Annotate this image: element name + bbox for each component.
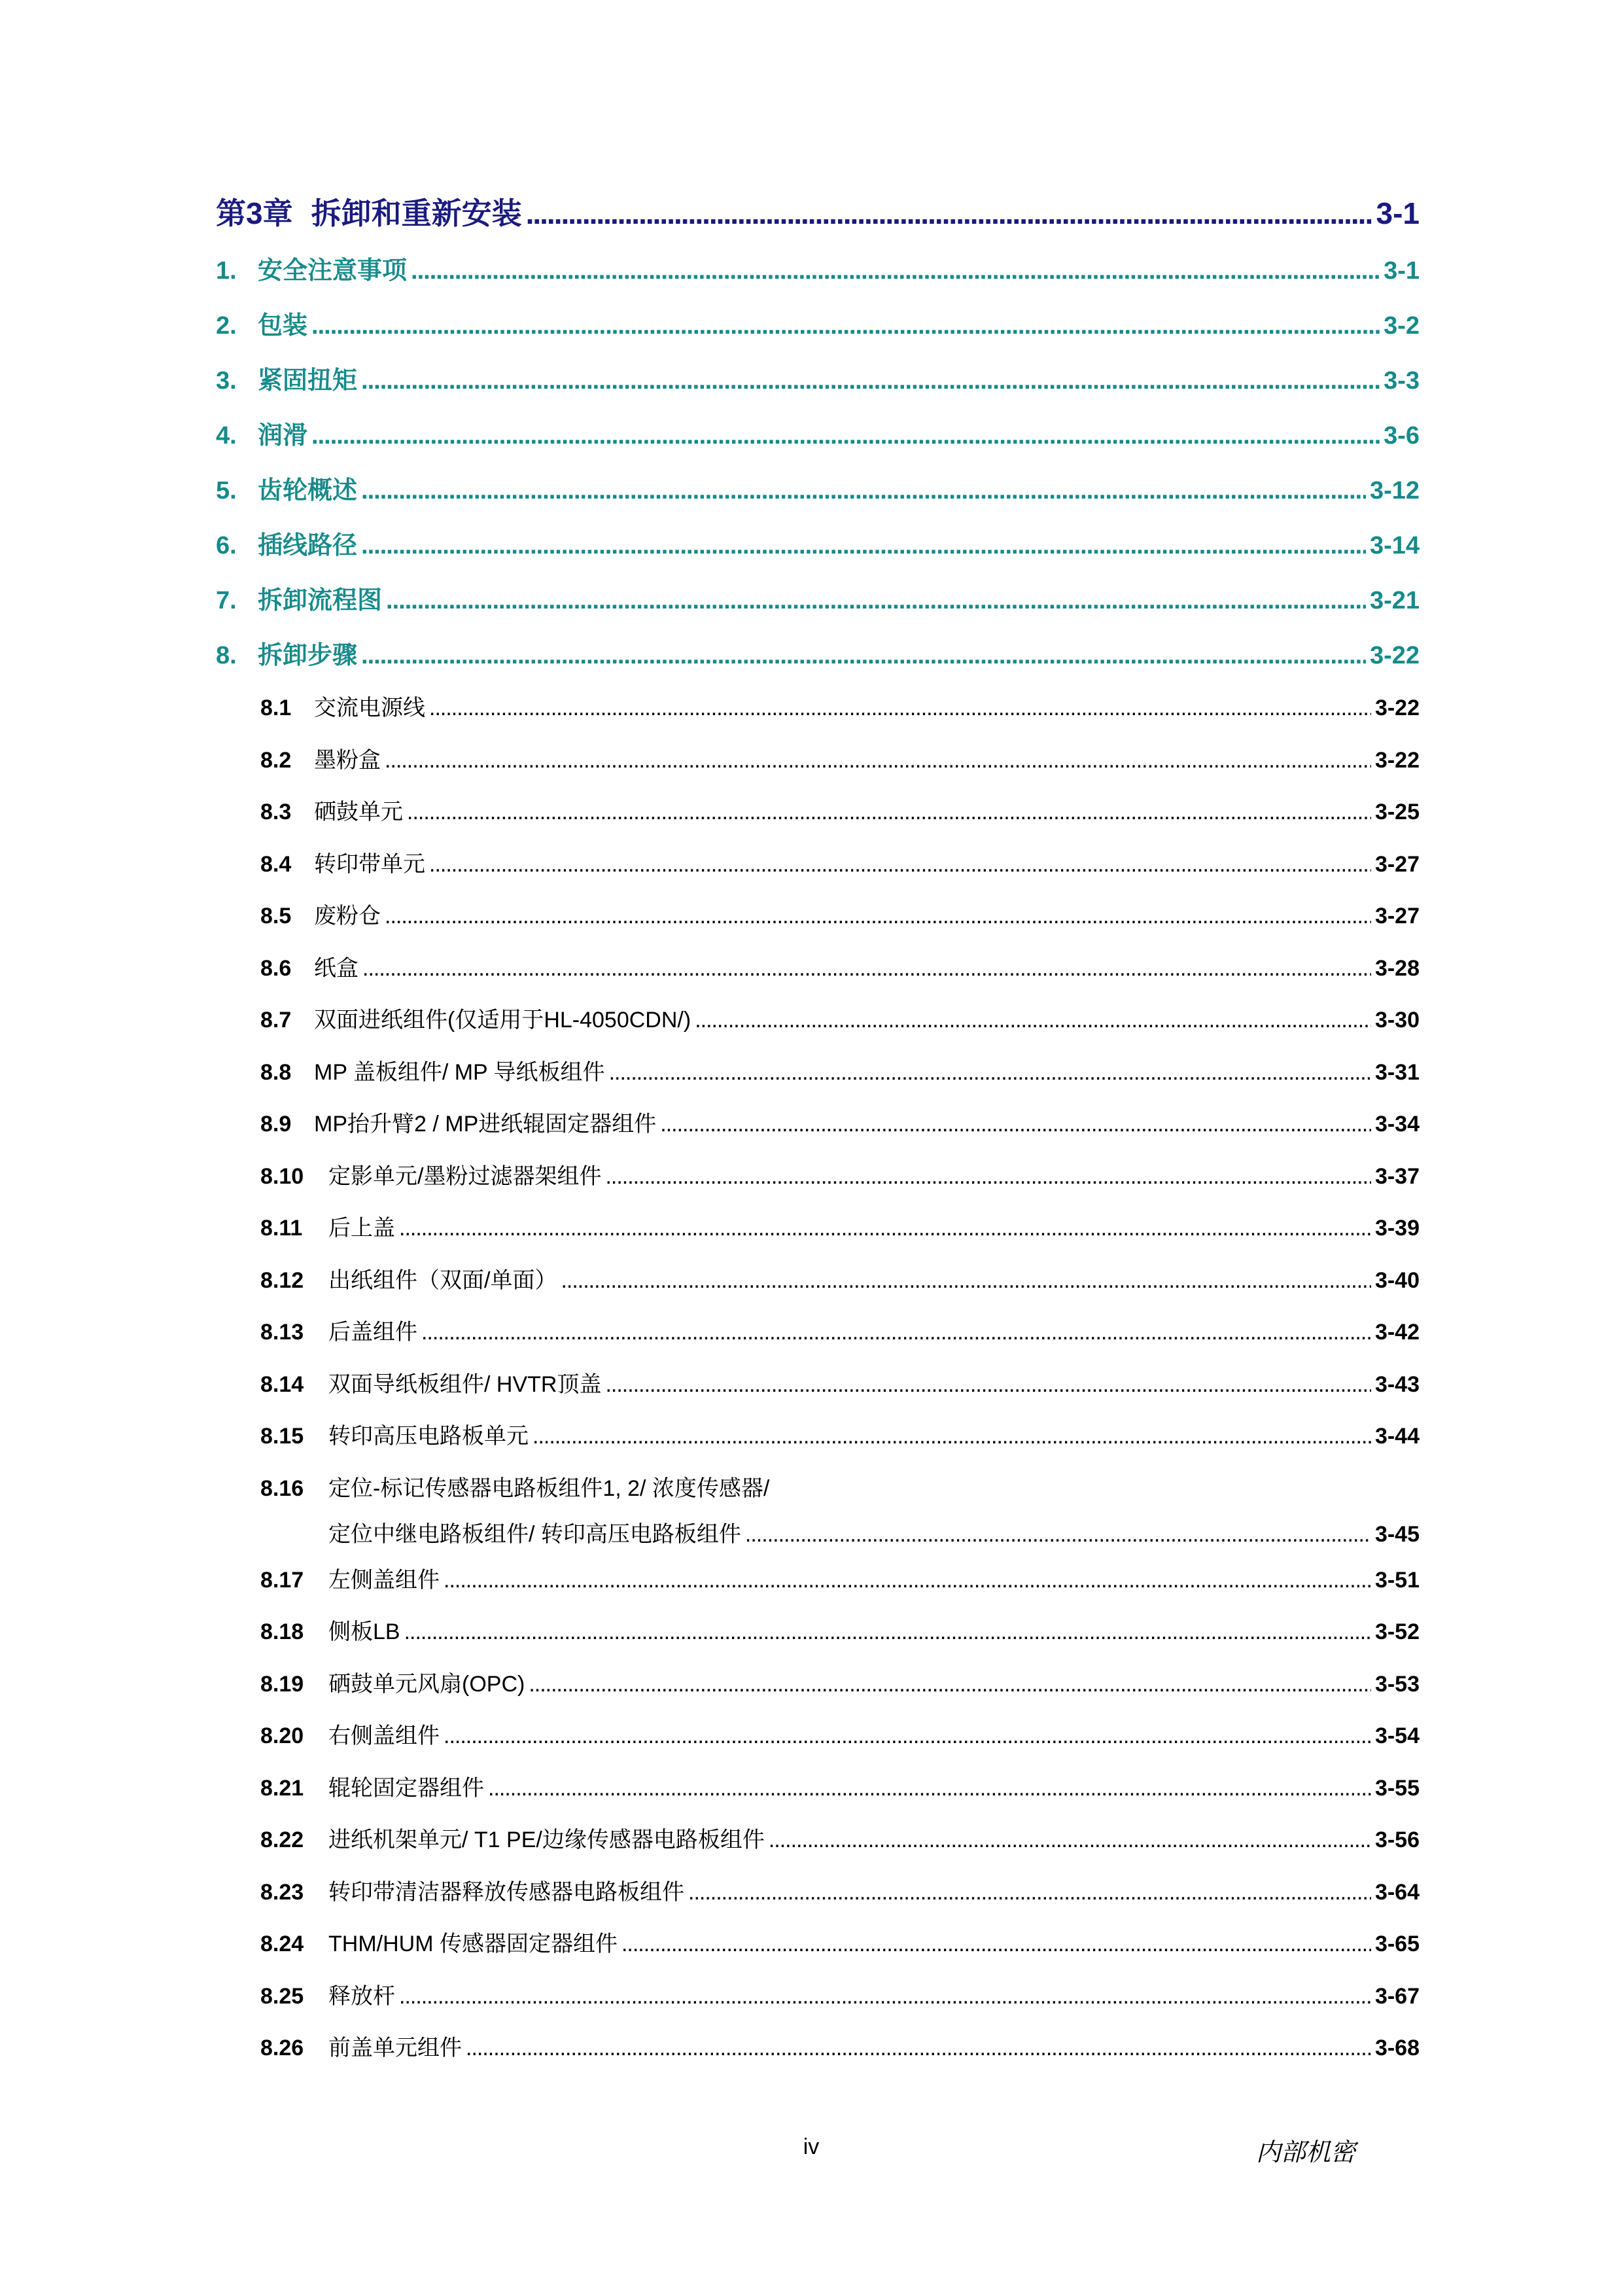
subsection-number: 8.22 [260,1828,304,1852]
subsection-number: 8.2 [260,747,292,773]
subsection-title: MP抬升臂2 / MP进纸辊固定器组件 [314,1112,657,1137]
subsection-page-number: 3-25 [1374,800,1420,824]
dot-leader [311,312,1380,340]
subsection-page-number: 3-28 [1374,955,1420,981]
dot-leader [362,956,1371,981]
section-page-number: 3-12 [1369,477,1420,504]
subsection-page-number: 3-22 [1374,696,1420,720]
dot-leader [385,904,1371,929]
section-page-number: 3-1 [1384,257,1420,285]
section-title: 拆卸步骤 [258,642,358,669]
subsection-title-line1: 定位-标记传感器电路板组件1, 2/ 浓度传感器/ [328,1475,770,1501]
dot-leader [311,422,1380,450]
subsection-page-number: 3-52 [1374,1619,1420,1644]
subsection-page-number: 3-22 [1374,747,1420,773]
section-number: 8. [216,642,237,669]
subsection-page-number: 3-55 [1374,1775,1420,1801]
footer-confidential-label: 内部机密 [1256,2139,1356,2166]
dot-leader [605,1164,1370,1190]
dot-leader [605,1372,1370,1398]
footer-page-number: iv [803,2134,820,2159]
dot-leader [361,477,1366,505]
dot-leader [444,1568,1371,1593]
section-number: 2. [216,312,237,340]
subsection-page-number: 3-39 [1374,1216,1420,1241]
subsection-number: 8.17 [260,1567,304,1593]
subsection-page-number: 3-27 [1374,851,1420,877]
subsection-title: 后盖组件 [328,1320,417,1345]
subsection-page-number: 3-53 [1374,1671,1420,1697]
subsection-page-number: 3-31 [1374,1059,1420,1085]
dot-leader [411,257,1380,285]
section-page-number: 3-21 [1369,587,1420,614]
toc-subsection-entry[interactable] [260,1822,1420,1874]
subsection-page-number: 3-40 [1374,1267,1420,1293]
dot-leader [386,587,1366,615]
subsection-number: 8.19 [260,1671,304,1697]
section-title: 齿轮概述 [258,477,358,504]
toc-section-entry[interactable] [216,580,1420,635]
subsection-number: 8.23 [260,1879,304,1905]
dot-leader [361,367,1380,395]
subsection-number: 8.24 [260,1932,304,1956]
subsection-page-number: 3-42 [1374,1320,1420,1345]
subsection-title: MP 盖板组件/ MP 导纸板组件 [314,1059,605,1085]
section-number: 1. [216,257,237,285]
dot-leader [361,532,1366,560]
dot-leader [466,2036,1371,2061]
toc-subsection-entry[interactable] [260,1926,1420,1978]
section-page-number: 3-22 [1369,642,1420,669]
toc-subsection-entry[interactable] [260,1418,1420,1470]
subsection-title: 辊轮固定器组件 [328,1775,484,1801]
subsection-title: 转印带清洁器释放传感器电路板组件 [328,1879,684,1905]
section-page-number: 3-14 [1369,532,1420,559]
subsection-number: 8.8 [260,1059,292,1085]
subsection-title: 转印高压电路板单元 [328,1424,529,1449]
section-number: 6. [216,532,237,559]
toc-subsection-entry[interactable] [260,1718,1420,1770]
subsection-number: 8.14 [260,1371,304,1397]
dot-leader [385,748,1371,773]
subsection-page-number: 3-68 [1374,2036,1420,2060]
toc-subsection-entry-multiline[interactable] [260,1470,1420,1562]
toc-subsection-entry[interactable] [260,1106,1420,1158]
subsection-page-number: 3-37 [1374,1163,1420,1189]
section-title: 安全注意事项 [258,257,408,285]
toc-subsection-entry[interactable] [260,1666,1420,1718]
subsection-page-number: 3-30 [1374,1008,1420,1033]
subsection-page-number: 3-67 [1374,1983,1420,2009]
subsection-page-number: 3-54 [1374,1723,1420,1748]
toc-subsection-entry[interactable] [260,898,1420,950]
toc-section-entry[interactable] [216,305,1420,360]
dot-leader [695,1008,1371,1033]
subsection-number: 8.11 [260,1216,303,1241]
section-number: 4. [216,422,237,450]
section-title: 插线路径 [258,532,358,559]
subsection-title: 双面导纸板组件/ HVTR顶盖 [328,1371,602,1397]
subsection-number: 8.10 [260,1163,304,1189]
subsection-title: 双面进纸组件(仅适用于HL-4050CDN/) [314,1008,691,1033]
dot-leader [621,1932,1371,1957]
subsection-title: 出纸组件（双面/单面） [328,1267,557,1293]
toc-subsection-entry[interactable] [260,1614,1420,1666]
subsection-title: 前盖单元组件 [328,2036,462,2060]
subsection-page-number: 3-45 [1374,1521,1420,1547]
subsection-number: 8.16 [260,1475,304,1501]
dot-leader [529,1672,1371,1697]
table-of-contents [216,190,1420,2082]
toc-subsection-entry[interactable] [260,2030,1420,2082]
subsection-title: 交流电源线 [314,696,425,720]
dot-leader [488,1776,1371,1801]
dot-leader [609,1060,1371,1086]
subsection-title: 左侧盖组件 [328,1567,440,1593]
section-title: 拆卸流程图 [258,587,383,614]
subsection-title: 硒鼓单元 [314,800,403,824]
subsection-page-number: 3-64 [1374,1879,1420,1905]
subsection-title: 墨粉盒 [314,747,381,773]
toc-section-entry[interactable] [216,250,1420,305]
dot-leader [429,696,1371,721]
toc-section-entry[interactable] [216,360,1420,415]
toc-section-entry[interactable] [216,635,1420,690]
dot-leader [769,1828,1371,1853]
dot-leader [404,1619,1371,1645]
dot-leader [745,1522,1371,1547]
dot-leader [429,852,1371,877]
section-page-number: 3-2 [1384,312,1420,340]
toc-subsection-entry[interactable] [260,1158,1420,1210]
subsection-number: 8.26 [260,2036,304,2060]
chapter-number: 第3章 [216,196,293,230]
dot-leader [399,1984,1371,2009]
subsection-title: 后上盖 [328,1216,395,1241]
toc-subsection-entry[interactable] [260,1874,1420,1926]
toc-subsection-entry[interactable] [260,1366,1420,1419]
subsection-number: 8.1 [260,696,292,720]
toc-section-entry[interactable] [216,525,1420,580]
section-number: 3. [216,367,237,395]
subsection-title: 纸盒 [314,955,358,981]
subsection-title: 进纸机架单元/ T1 PE/边缘传感器电路板组件 [328,1828,765,1852]
subsection-number: 8.6 [260,955,292,981]
dot-leader [526,196,1372,231]
subsection-number: 8.15 [260,1424,304,1449]
toc-subsection-entry[interactable] [260,846,1420,898]
subsection-title: 硒鼓单元风扇(OPC) [328,1671,525,1697]
toc-subsection-entry[interactable] [260,1770,1420,1822]
subsection-number: 8.20 [260,1723,304,1748]
subsection-title: THM/HUM 传感器固定器组件 [328,1932,618,1956]
toc-subsection-entry[interactable] [260,794,1420,846]
subsection-number: 8.12 [260,1267,304,1293]
dot-leader [421,1320,1371,1345]
subsection-page-number: 3-27 [1374,904,1420,928]
subsection-number: 8.21 [260,1775,304,1801]
subsection-number: 8.25 [260,1983,304,2009]
subsection-title: 转印带单元 [314,851,425,877]
subsection-title: 侧板LB [328,1619,400,1644]
section-number: 5. [216,477,237,504]
dot-leader [561,1268,1370,1294]
toc-subsection-entry[interactable] [260,690,1420,742]
subsection-number: 8.4 [260,851,292,877]
subsection-page-number: 3-51 [1374,1567,1420,1593]
subsection-number: 8.7 [260,1008,292,1033]
subsection-number: 8.13 [260,1320,304,1345]
chapter-title: 拆卸和重新安装 [311,196,522,230]
toc-subsection-entry[interactable] [260,1262,1420,1315]
toc-subsection-entry[interactable] [260,1054,1420,1106]
toc-subsection-entry[interactable] [260,1002,1420,1054]
subsection-page-number: 3-43 [1374,1371,1420,1397]
toc-section-entry[interactable] [216,470,1420,525]
toc-subsection-entry[interactable] [260,1562,1420,1614]
toc-subsection-entry[interactable] [260,1978,1420,2030]
chapter-page-number: 3-1 [1376,196,1420,230]
subsection-number: 8.9 [260,1112,292,1137]
toc-subsection-entry[interactable] [260,1210,1420,1262]
subsection-list [216,690,1420,2082]
dot-leader [532,1424,1371,1449]
subsection-page-number: 3-56 [1374,1828,1420,1852]
subsection-title: 释放杆 [328,1983,395,2009]
subsection-title: 右侧盖组件 [328,1723,440,1748]
subsection-number: 8.5 [260,904,292,928]
subsection-number: 8.18 [260,1619,304,1644]
subsection-page-number: 3-44 [1374,1424,1420,1449]
section-title: 润滑 [258,422,308,450]
dot-leader [688,1880,1371,1905]
subsection-page-number: 3-34 [1374,1112,1420,1137]
dot-leader [444,1723,1371,1749]
toc-subsection-entry[interactable] [260,742,1420,794]
section-list [216,250,1420,690]
dot-leader [407,800,1371,825]
section-title: 包装 [258,312,308,340]
subsection-title: 定影单元/墨粉过滤器架组件 [328,1163,602,1189]
subsection-page-number: 3-65 [1374,1932,1420,1956]
toc-section-entry[interactable] [216,415,1420,470]
section-title: 紧固扭矩 [258,367,358,395]
toc-subsection-entry[interactable] [260,950,1420,1002]
section-page-number: 3-3 [1384,367,1420,395]
section-page-number: 3-6 [1384,422,1420,450]
toc-chapter-entry[interactable] [216,190,1420,250]
section-number: 7. [216,587,237,614]
toc-subsection-entry[interactable] [260,1314,1420,1366]
dot-leader [660,1112,1371,1137]
subsection-title-line2: 定位中继电路板组件/ 转印高压电路板组件 [328,1521,741,1547]
subsection-number: 8.3 [260,800,292,824]
dot-leader [361,642,1366,670]
subsection-title: 废粉仓 [314,904,381,928]
dot-leader [399,1216,1371,1241]
